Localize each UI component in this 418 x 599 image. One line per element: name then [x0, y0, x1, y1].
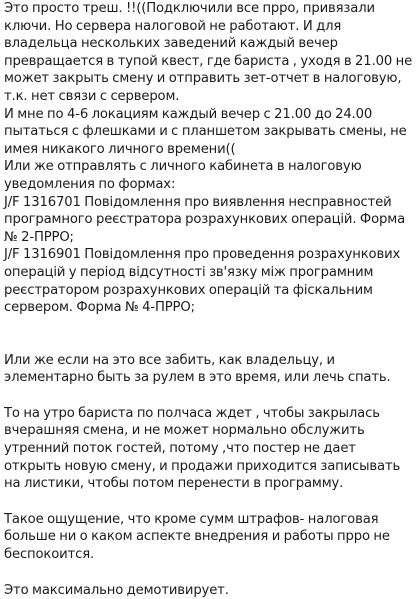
message-paragraph: Или же если на это все забить, как владельцу, и элементарно быть за рулем в это время, или лечь спать.	[4, 352, 391, 386]
paragraph-spacer	[4, 317, 416, 352]
message-paragraph: То на утро бариста по полчаса ждет , чтобы закрылась вчерашняя смена, и не может нормально обслужить утренний поток гостей, потому ,что постер не дает открыть новую смену, и продажи приходится записывать на листики, чтобы потом перенести в программу.	[4, 405, 401, 492]
paragraph-spacer	[4, 564, 416, 582]
message-paragraph: Это просто треш. !!((Подключили все прро, привязали ключи. Но сервера налоговой не работают. И для владельца нескольких заведений каждый вечер превращается в тупой квест, где бариста , уходя в 21.00 не может закрыть смену и отправить зет-отчет в налоговую, т.к. нет связи с сервером.	[4, 1, 413, 104]
form-reference: J/F 1316701 Повідомлення про виявлення несправностей програмного реєстратора розрахункових операцій. Форма № 2-ПРРО;	[4, 194, 406, 245]
message-paragraph: Или же отправлять с личного кабинета в налоговую уведомления по формах:	[4, 159, 362, 192]
message-paragraph: Это максимально демотивирует.	[4, 582, 229, 598]
paragraph-spacer	[4, 387, 416, 405]
message-body	[4, 0, 416, 599]
paragraph-spacer	[4, 493, 416, 511]
form-reference: J/F 1316901 Повідомлення про проведення розрахункових операцій у період відсутності зв'язку між програмним реєстратором розрахункових операцій та фіскальним сервером. Форма № 4-ПРРО;	[4, 247, 401, 316]
message-paragraph: Такое ощущение, что кроме сумм штрафов- налоговая больше ни о каком аспекте внедрения и работы прро не беспокоится.	[4, 511, 390, 563]
message-paragraph: И мне по 4-6 локациям каждый вечер с 21.00 до 24.00 пытаться с флешками и с планшетом закрывать смены, не имея никакого личного времени((	[4, 106, 407, 157]
